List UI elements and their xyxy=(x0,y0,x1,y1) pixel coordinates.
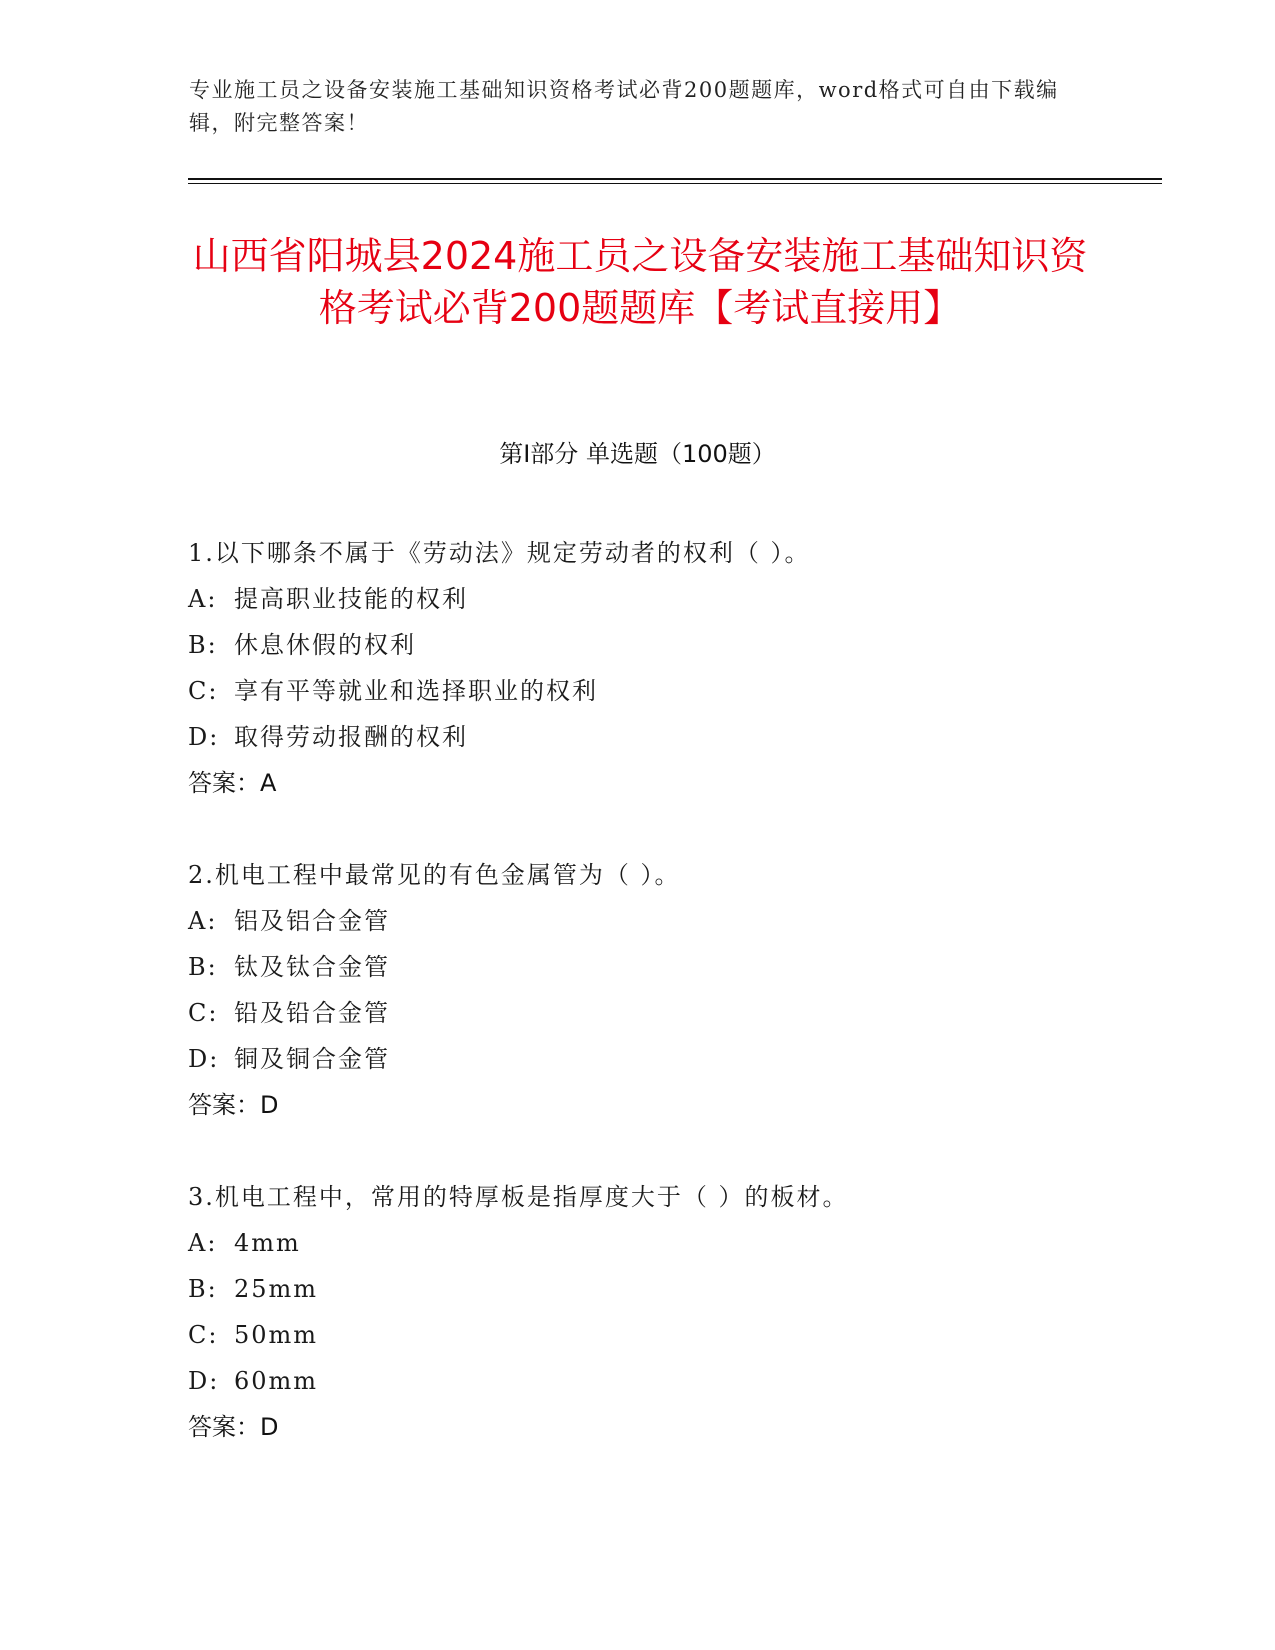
option-c xyxy=(188,990,1148,1036)
option-text: 享有平等就业和选择职业的权利 xyxy=(234,677,598,705)
option-letter: D: xyxy=(188,1367,220,1395)
option-letter: C: xyxy=(188,1321,219,1349)
section-title: 第Ⅰ部分 单选题（100题） xyxy=(499,440,776,468)
question-1 xyxy=(188,530,1148,806)
option-a xyxy=(188,576,1148,622)
option-letter: B: xyxy=(188,631,218,659)
option-text: 50mm xyxy=(234,1321,319,1349)
option-text: 提高职业技能的权利 xyxy=(234,585,468,613)
option-letter: D: xyxy=(188,723,220,751)
question-spacer xyxy=(188,806,1148,852)
option-b xyxy=(188,622,1148,668)
header-rule-thin xyxy=(188,183,1162,184)
option-text: 25mm xyxy=(234,1275,319,1303)
question-stem: 3.机电工程中，常用的特厚板是指厚度大于（ ）的板材。 xyxy=(188,1183,849,1211)
option-text: 钛及钛合金管 xyxy=(234,953,390,981)
question-2 xyxy=(188,852,1148,1128)
question-stem: 1.以下哪条不属于《劳动法》规定劳动者的权利（ ）。 xyxy=(188,539,811,567)
option-letter: A: xyxy=(188,907,218,935)
option-letter: C: xyxy=(188,677,219,705)
option-c xyxy=(188,1312,1148,1358)
option-text: 取得劳动报酬的权利 xyxy=(234,723,468,751)
answer-line: 答案：A xyxy=(188,769,277,797)
header-rule-thick xyxy=(188,178,1162,180)
answer-line: 答案：D xyxy=(188,1091,279,1119)
option-letter: A: xyxy=(188,1229,218,1257)
option-a xyxy=(188,1220,1148,1266)
question-3 xyxy=(188,1174,1148,1450)
option-letter: D: xyxy=(188,1045,220,1073)
option-text: 铅及铅合金管 xyxy=(234,999,390,1027)
option-a xyxy=(188,898,1148,944)
option-text: 休息休假的权利 xyxy=(234,631,416,659)
question-stem: 2.机电工程中最常见的有色金属管为（ ）。 xyxy=(188,861,681,889)
option-b xyxy=(188,1266,1148,1312)
question-spacer xyxy=(188,1128,1148,1174)
answer-line: 答案：D xyxy=(188,1413,279,1441)
document-title: 山西省阳城县2024施工员之设备安装施工基础知识资格考试必背200题题库【考试直接用】 xyxy=(192,234,1088,330)
option-d xyxy=(188,1358,1148,1404)
option-text: 4mm xyxy=(234,1229,301,1257)
option-text: 铝及铝合金管 xyxy=(234,907,390,935)
option-letter: A: xyxy=(188,585,218,613)
option-text: 铜及铜合金管 xyxy=(234,1045,390,1073)
option-letter: B: xyxy=(188,953,218,981)
header-note: 专业施工员之设备安装施工基础知识资格考试必背200题题库，word格式可自由下载编辑，附完整答案！ xyxy=(189,78,1059,135)
option-letter: C: xyxy=(188,999,219,1027)
option-c xyxy=(188,668,1148,714)
option-text: 60mm xyxy=(234,1367,319,1395)
option-d xyxy=(188,714,1148,760)
question-list xyxy=(188,530,1148,1450)
option-b xyxy=(188,944,1148,990)
option-d xyxy=(188,1036,1148,1082)
option-letter: B: xyxy=(188,1275,218,1303)
